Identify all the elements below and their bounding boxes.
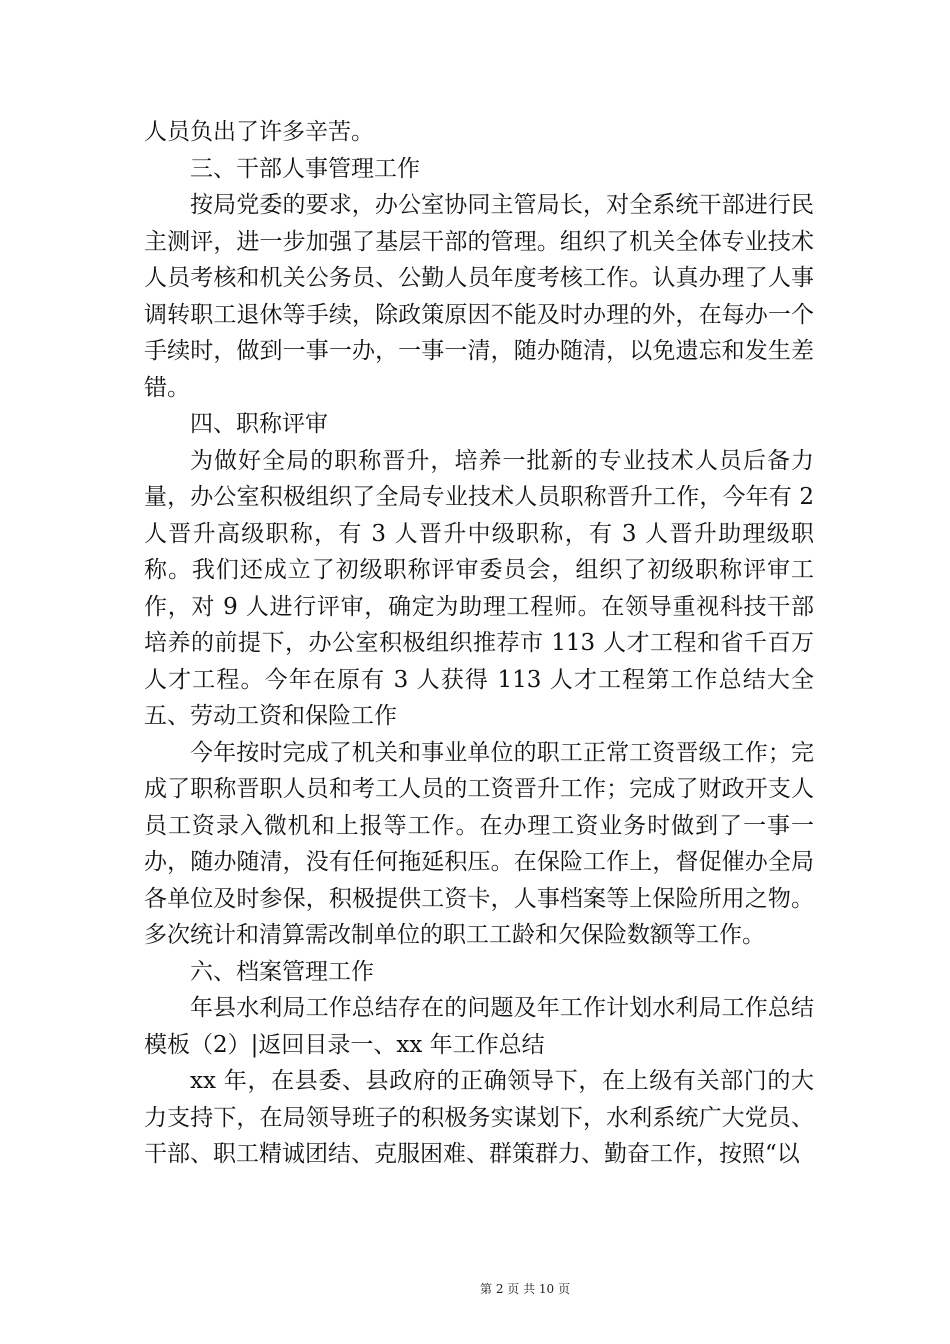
paragraph-cadre-personnel: 按局党委的要求，办公室协同主管局长，对全系统干部进行民主测评，进一步加强了基层干部的管理。组织了机关全体专业技术人员考核和机关公务员、公勤人员年度考核工作。认真办理了人事调转职工退休等手续，除政策原因不能及时办理的外，在每办一个手续时，做到一事一办，一事一清，随办随清，以免遗忘和发生差错。 (144, 192, 814, 401)
paragraph-wages-insurance: 今年按时完成了机关和事业单位的职工正常工资晋级工作；完成了职称晋职人员和考工人员的工资晋升工作；完成了财政开支人员工资录入微机和上报等工作。在办理工资业务时做到了一事一办，随办随清，没有任何拖延积压。在保险工作上，督促催办全局各单位及时参保，积极提供工资卡，人事档案等上保险所用之物。多次统计和清算需改制单位的职工工龄和欠保险数额等工作。 (144, 739, 814, 948)
document-body (144, 114, 814, 1173)
section-heading-title-evaluation: 四、职称评审 (190, 411, 328, 437)
paragraph-annual-summary: xx 年，在县委、县政府的正确领导下，在上级有关部门的大力支持下，在局领导班子的积极务实谋划下，水利系统广大党员、干部、职工精诚团结、克服困难、群策群力、勤奋工作，按照“以 (144, 1068, 814, 1167)
paragraph-continuation: 人员负出了许多辛苦。 (144, 119, 374, 145)
paragraph-title-evaluation: 为做好全局的职称晋升，培养一批新的专业技术人员后备力量，办公室积极组织了全局专业技术人员职称晋升工作，今年有 2 人晋升高级职称，有 3 人晋升中级职称，有 3 人晋升助理级职称。我们还成立了初级职称评审委员会，组织了初级职称评审工作，对 9 人进行评审，确定为助理工程师。在领导重视科技干部培养的前提下，办公室积极组织推荐市 113 人才工程和省千百万人才工程。今年在原有 3 人获得 113 人才工程第工作总结大全五、劳动工资和保险工作 (144, 447, 814, 729)
paragraph-report-title: 年县水利局工作总结存在的问题及年工作计划水利局工作总结模板（2）|返回目录一、xx 年工作总结 (144, 995, 814, 1058)
section-heading-archives: 六、档案管理工作 (190, 958, 374, 985)
section-heading-cadre-personnel: 三、干部人事管理工作 (190, 155, 420, 182)
page-number-footer: 第 2 页 共 10 页 (480, 1282, 570, 1296)
